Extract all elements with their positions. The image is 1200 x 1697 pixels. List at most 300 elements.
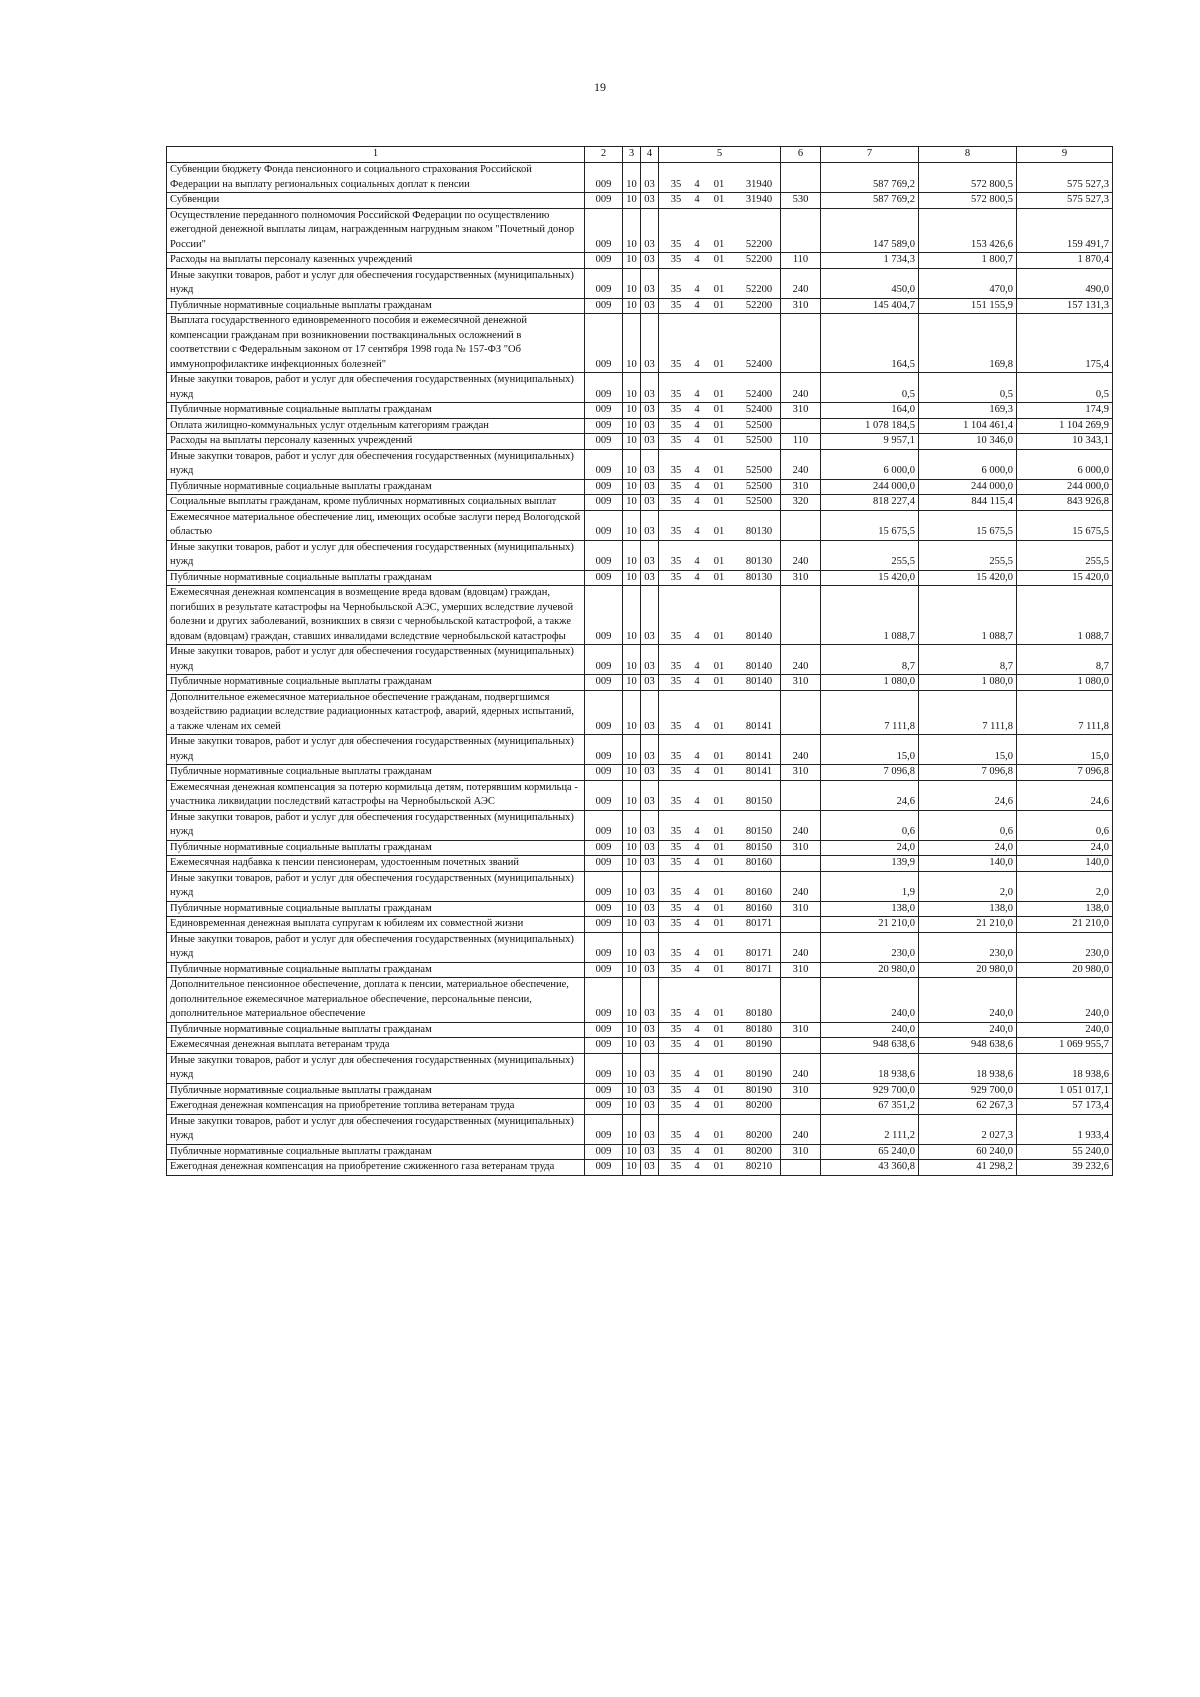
- subsection-code-cell: 03: [641, 268, 659, 298]
- grbs-code-cell: 009: [585, 298, 623, 314]
- target-article-part: 80190: [745, 1084, 773, 1096]
- section-code-cell: 10: [623, 978, 641, 1023]
- target-article-cell: [659, 1099, 781, 1115]
- amount-year1-cell: 1 734,3: [821, 253, 919, 269]
- grbs-code-cell: 009: [585, 1114, 623, 1144]
- expense-type-cell: 310: [781, 901, 821, 917]
- expense-name-cell: Иные закупки товаров, работ и услуг для обеспечения государственных (муниципальных) нужд: [167, 735, 585, 765]
- subsection-code-cell: 03: [641, 403, 659, 419]
- amount-year1-cell: 139,9: [821, 856, 919, 872]
- target-article-cell: [659, 1160, 781, 1176]
- amount-year3-cell: 15 420,0: [1017, 570, 1113, 586]
- target-article-part: 4: [694, 1084, 700, 1096]
- section-code-cell: 10: [623, 510, 641, 540]
- section-code-cell: 10: [623, 479, 641, 495]
- amount-year2-cell: 24,0: [919, 840, 1017, 856]
- target-article-cell: [659, 1053, 781, 1083]
- amount-year3-cell: 1 088,7: [1017, 586, 1113, 645]
- target-article-part: 80141: [745, 750, 773, 762]
- target-article-part: 35: [670, 404, 682, 415]
- expense-type-cell: 240: [781, 932, 821, 962]
- amount-year2-cell: 138,0: [919, 901, 1017, 917]
- target-article-part: 4: [694, 284, 700, 295]
- expense-type-cell: 240: [781, 645, 821, 675]
- section-code-cell: 10: [623, 810, 641, 840]
- target-article-part: 52400: [745, 388, 773, 400]
- amount-year1-cell: 587 769,2: [821, 193, 919, 209]
- amount-year3-cell: 1 104 269,9: [1017, 418, 1113, 434]
- table-row: [167, 314, 1113, 373]
- amount-year3-cell: 0,6: [1017, 810, 1113, 840]
- amount-year2-cell: 2,0: [919, 871, 1017, 901]
- target-article-part: 01: [713, 750, 725, 762]
- amount-year3-cell: 175,4: [1017, 314, 1113, 373]
- subsection-code-cell: 03: [641, 1022, 659, 1038]
- target-article-cell: [659, 978, 781, 1023]
- target-article-part: 35: [670, 358, 682, 370]
- amount-year1-cell: 24,0: [821, 840, 919, 856]
- grbs-code-cell: 009: [585, 1053, 623, 1083]
- target-article-part: 35: [670, 676, 682, 687]
- target-article-part: 80160: [745, 902, 773, 914]
- target-article-part: 52200: [745, 284, 773, 295]
- target-article-part: 35: [670, 178, 682, 190]
- subsection-code-cell: 03: [641, 901, 659, 917]
- section-code-cell: 10: [623, 434, 641, 450]
- target-article-cell: [659, 298, 781, 314]
- table-row: [167, 932, 1113, 962]
- expense-type-cell: 240: [781, 735, 821, 765]
- expense-type-cell: [781, 1099, 821, 1115]
- subsection-code-cell: 03: [641, 1144, 659, 1160]
- table-row: [167, 978, 1113, 1023]
- target-article-cell: [659, 163, 781, 193]
- grbs-code-cell: 009: [585, 163, 623, 193]
- target-article-part: 01: [713, 660, 725, 672]
- amount-year3-cell: 843 926,8: [1017, 495, 1113, 511]
- target-article-part: 01: [713, 526, 725, 537]
- amount-year2-cell: 6 000,0: [919, 449, 1017, 479]
- section-code-cell: 10: [623, 314, 641, 373]
- target-article-part: 4: [694, 630, 700, 642]
- section-code-cell: 10: [623, 1053, 641, 1083]
- grbs-code-cell: 009: [585, 856, 623, 872]
- target-article-part: 52500: [745, 496, 773, 507]
- amount-year2-cell: 7 111,8: [919, 690, 1017, 735]
- amount-year1-cell: 818 227,4: [821, 495, 919, 511]
- table-row: [167, 780, 1113, 810]
- table-row: [167, 510, 1113, 540]
- table-row: [167, 298, 1113, 314]
- amount-year2-cell: 151 155,9: [919, 298, 1017, 314]
- subsection-code-cell: 03: [641, 449, 659, 479]
- grbs-code-cell: 009: [585, 1022, 623, 1038]
- amount-year1-cell: 587 769,2: [821, 163, 919, 193]
- expense-type-cell: [781, 917, 821, 933]
- section-code-cell: 10: [623, 253, 641, 269]
- section-code-cell: 10: [623, 1144, 641, 1160]
- subsection-code-cell: 03: [641, 735, 659, 765]
- target-article-part: 80200: [745, 1130, 773, 1141]
- target-article-part: 80180: [745, 1023, 773, 1035]
- target-article-part: 80150: [745, 841, 773, 853]
- subsection-code-cell: 03: [641, 675, 659, 691]
- section-code-cell: 10: [623, 675, 641, 691]
- subsection-code-cell: 03: [641, 208, 659, 253]
- target-article-part: 80171: [745, 918, 773, 929]
- amount-year1-cell: 240,0: [821, 1022, 919, 1038]
- target-article-part: 35: [670, 902, 682, 914]
- expense-name-cell: Оплата жилищно-коммунальных услуг отдельным категориям граждан: [167, 418, 585, 434]
- target-article-part: 35: [670, 766, 682, 777]
- expense-name-cell: Субвенции: [167, 193, 585, 209]
- expense-type-cell: 320: [781, 495, 821, 511]
- target-article-part: 01: [713, 1084, 725, 1096]
- target-article-part: 80190: [745, 1039, 773, 1050]
- table-row: [167, 645, 1113, 675]
- target-article-part: 01: [713, 826, 725, 837]
- target-article-part: 01: [713, 556, 725, 567]
- target-article-part: 4: [694, 526, 700, 537]
- amount-year2-cell: 41 298,2: [919, 1160, 1017, 1176]
- target-article-part: 4: [694, 404, 700, 415]
- amount-year3-cell: 7 096,8: [1017, 765, 1113, 781]
- grbs-code-cell: 009: [585, 193, 623, 209]
- section-code-cell: 10: [623, 298, 641, 314]
- target-article-part: 80180: [745, 1008, 773, 1019]
- section-code-cell: 10: [623, 208, 641, 253]
- target-article-part: 35: [670, 556, 682, 567]
- amount-year2-cell: 15 675,5: [919, 510, 1017, 540]
- expense-name-cell: Иные закупки товаров, работ и услуг для обеспечения государственных (муниципальных) нужд: [167, 1114, 585, 1144]
- target-article-part: 01: [713, 963, 725, 975]
- amount-year1-cell: 164,0: [821, 403, 919, 419]
- header-row: [167, 147, 1113, 163]
- amount-year2-cell: 1 088,7: [919, 586, 1017, 645]
- target-article-part: 4: [694, 496, 700, 507]
- amount-year2-cell: 240,0: [919, 978, 1017, 1023]
- target-article-part: 80140: [745, 660, 773, 672]
- amount-year2-cell: 572 800,5: [919, 163, 1017, 193]
- grbs-code-cell: 009: [585, 871, 623, 901]
- grbs-code-cell: 009: [585, 780, 623, 810]
- expense-type-cell: 310: [781, 403, 821, 419]
- subsection-code-cell: 03: [641, 1053, 659, 1083]
- target-article-cell: [659, 645, 781, 675]
- table-row: [167, 193, 1113, 209]
- amount-year3-cell: 0,5: [1017, 373, 1113, 403]
- grbs-code-cell: 009: [585, 765, 623, 781]
- header-cell: 9: [1017, 147, 1113, 163]
- subsection-code-cell: 03: [641, 765, 659, 781]
- target-article-part: 80160: [745, 887, 773, 898]
- expense-name-cell: Ежемесячная денежная компенсация за потерю кормильца детям, потерявшим кормильца - участника ликвидации последствий катастрофы на Чернобыльской АЭС: [167, 780, 585, 810]
- amount-year2-cell: 153 426,6: [919, 208, 1017, 253]
- amount-year1-cell: 145 404,7: [821, 298, 919, 314]
- target-article-part: 80160: [745, 857, 773, 868]
- expense-type-cell: 110: [781, 434, 821, 450]
- table-row: [167, 540, 1113, 570]
- target-article-part: 01: [713, 496, 725, 507]
- table-row: [167, 163, 1113, 193]
- amount-year1-cell: 9 957,1: [821, 434, 919, 450]
- expense-name-cell: Ежемесячная денежная компенсация в возмещение вреда вдовам (вдовцам) граждан, погибших в результате катастрофы на Чернобыльской АЭС, умерших вследствие лучевой болезни и других заболеваний, возникших в связи с чернобыльской катастрофой, а также вдовам (вдовцам) граждан, ставших инвалидами вследствие чернобыльской катастрофы: [167, 586, 585, 645]
- amount-year1-cell: 244 000,0: [821, 479, 919, 495]
- amount-year1-cell: 255,5: [821, 540, 919, 570]
- target-article-cell: [659, 1083, 781, 1099]
- amount-year2-cell: 1 104 461,4: [919, 418, 1017, 434]
- section-code-cell: 10: [623, 1038, 641, 1054]
- subsection-code-cell: 03: [641, 1083, 659, 1099]
- target-article-part: 4: [694, 857, 700, 868]
- target-article-part: 01: [713, 1039, 725, 1050]
- target-article-part: 01: [713, 388, 725, 400]
- expense-type-cell: [781, 780, 821, 810]
- expense-name-cell: Иные закупки товаров, работ и услуг для обеспечения государственных (муниципальных) нужд: [167, 645, 585, 675]
- target-article-part: 80171: [745, 948, 773, 959]
- target-article-part: 80140: [745, 676, 773, 687]
- amount-year1-cell: 15 420,0: [821, 570, 919, 586]
- table-row: [167, 675, 1113, 691]
- amount-year1-cell: 450,0: [821, 268, 919, 298]
- amount-year2-cell: 230,0: [919, 932, 1017, 962]
- amount-year3-cell: 159 491,7: [1017, 208, 1113, 253]
- amount-year3-cell: 20 980,0: [1017, 962, 1113, 978]
- table-row: [167, 810, 1113, 840]
- amount-year3-cell: 1 933,4: [1017, 1114, 1113, 1144]
- amount-year3-cell: 7 111,8: [1017, 690, 1113, 735]
- target-article-part: 80200: [745, 1145, 773, 1157]
- subsection-code-cell: 03: [641, 193, 659, 209]
- target-article-part: 52200: [745, 238, 773, 250]
- amount-year1-cell: 1 078 184,5: [821, 418, 919, 434]
- target-article-part: 4: [694, 902, 700, 914]
- target-article-part: 4: [694, 435, 700, 446]
- target-article-part: 01: [713, 948, 725, 959]
- amount-year2-cell: 24,6: [919, 780, 1017, 810]
- amount-year3-cell: 57 173,4: [1017, 1099, 1113, 1115]
- expense-type-cell: [781, 1160, 821, 1176]
- subsection-code-cell: 03: [641, 540, 659, 570]
- target-article-part: 35: [670, 720, 682, 732]
- target-article-part: 4: [694, 1100, 700, 1111]
- target-article-part: 35: [670, 571, 682, 583]
- amount-year2-cell: 0,6: [919, 810, 1017, 840]
- target-article-part: 4: [694, 299, 700, 311]
- target-article-part: 35: [670, 388, 682, 400]
- expense-type-cell: [781, 856, 821, 872]
- target-article-cell: [659, 1038, 781, 1054]
- expense-name-cell: Ежемесячная денежная выплата ветеранам труда: [167, 1038, 585, 1054]
- header-cell: 7: [821, 147, 919, 163]
- expense-name-cell: Социальные выплаты гражданам, кроме публичных нормативных социальных выплат: [167, 495, 585, 511]
- target-article-part: 35: [670, 1130, 682, 1141]
- section-code-cell: 10: [623, 1099, 641, 1115]
- subsection-code-cell: 03: [641, 840, 659, 856]
- grbs-code-cell: 009: [585, 540, 623, 570]
- amount-year2-cell: 7 096,8: [919, 765, 1017, 781]
- table-row: [167, 373, 1113, 403]
- target-article-part: 80130: [745, 556, 773, 567]
- amount-year3-cell: 244 000,0: [1017, 479, 1113, 495]
- section-code-cell: 10: [623, 193, 641, 209]
- table-row: [167, 449, 1113, 479]
- grbs-code-cell: 009: [585, 586, 623, 645]
- expense-type-cell: 110: [781, 253, 821, 269]
- target-article-part: 80130: [745, 571, 773, 583]
- expense-name-cell: Иные закупки товаров, работ и услуг для обеспечения государственных (муниципальных) нужд: [167, 871, 585, 901]
- expense-name-cell: Публичные нормативные социальные выплаты гражданам: [167, 765, 585, 781]
- target-article-part: 35: [670, 826, 682, 837]
- target-article-part: 80190: [745, 1069, 773, 1080]
- section-code-cell: 10: [623, 540, 641, 570]
- expense-type-cell: 310: [781, 840, 821, 856]
- target-article-part: 4: [694, 796, 700, 807]
- table-row: [167, 586, 1113, 645]
- amount-year2-cell: 0,5: [919, 373, 1017, 403]
- amount-year2-cell: 2 027,3: [919, 1114, 1017, 1144]
- target-article-cell: [659, 193, 781, 209]
- amount-year3-cell: 10 343,1: [1017, 434, 1113, 450]
- target-article-part: 01: [713, 918, 725, 929]
- amount-year1-cell: 1,9: [821, 871, 919, 901]
- target-article-part: 4: [694, 676, 700, 687]
- target-article-cell: [659, 570, 781, 586]
- target-article-part: 01: [713, 766, 725, 777]
- expense-name-cell: Публичные нормативные социальные выплаты гражданам: [167, 298, 585, 314]
- section-code-cell: 10: [623, 449, 641, 479]
- target-article-part: 35: [670, 496, 682, 507]
- section-code-cell: 10: [623, 856, 641, 872]
- target-article-part: 80141: [745, 720, 773, 732]
- expense-type-cell: 310: [781, 570, 821, 586]
- target-article-part: 80150: [745, 826, 773, 837]
- amount-year2-cell: 62 267,3: [919, 1099, 1017, 1115]
- subsection-code-cell: 03: [641, 932, 659, 962]
- target-article-part: 01: [713, 887, 725, 898]
- target-article-part: 31940: [745, 178, 773, 190]
- table-row: [167, 840, 1113, 856]
- target-article-cell: [659, 268, 781, 298]
- section-code-cell: 10: [623, 403, 641, 419]
- amount-year2-cell: 20 980,0: [919, 962, 1017, 978]
- amount-year2-cell: 929 700,0: [919, 1083, 1017, 1099]
- expense-name-cell: Публичные нормативные социальные выплаты гражданам: [167, 675, 585, 691]
- amount-year1-cell: 24,6: [821, 780, 919, 810]
- grbs-code-cell: 009: [585, 735, 623, 765]
- table-row: [167, 690, 1113, 735]
- amount-year1-cell: 65 240,0: [821, 1144, 919, 1160]
- target-article-part: 4: [694, 1069, 700, 1080]
- target-article-part: 4: [694, 1008, 700, 1019]
- amount-year3-cell: 575 527,3: [1017, 163, 1113, 193]
- subsection-code-cell: 03: [641, 1099, 659, 1115]
- target-article-cell: [659, 690, 781, 735]
- table-row: [167, 1053, 1113, 1083]
- target-article-part: 35: [670, 299, 682, 311]
- table-row: [167, 765, 1113, 781]
- subsection-code-cell: 03: [641, 810, 659, 840]
- target-article-part: 80171: [745, 963, 773, 975]
- grbs-code-cell: 009: [585, 1144, 623, 1160]
- amount-year2-cell: 169,8: [919, 314, 1017, 373]
- expense-type-cell: [781, 978, 821, 1023]
- expense-name-cell: Ежегодная денежная компенсация на приобретение топлива ветеранам труда: [167, 1099, 585, 1115]
- target-article-part: 01: [713, 194, 725, 205]
- subsection-code-cell: 03: [641, 495, 659, 511]
- expense-name-cell: Публичные нормативные социальные выплаты гражданам: [167, 1144, 585, 1160]
- subsection-code-cell: 03: [641, 871, 659, 901]
- target-article-part: 01: [713, 419, 725, 431]
- expense-name-cell: Иные закупки товаров, работ и услуг для обеспечения государственных (муниципальных) нужд: [167, 373, 585, 403]
- target-article-part: 4: [694, 1023, 700, 1035]
- expense-name-cell: Ежемесячная надбавка к пенсии пенсионерам, удостоенным почетных званий: [167, 856, 585, 872]
- target-article-cell: [659, 856, 781, 872]
- grbs-code-cell: 009: [585, 434, 623, 450]
- target-article-part: 01: [713, 1100, 725, 1111]
- expense-type-cell: 310: [781, 765, 821, 781]
- target-article-part: 4: [694, 841, 700, 853]
- amount-year1-cell: 67 351,2: [821, 1099, 919, 1115]
- target-article-cell: [659, 495, 781, 511]
- expense-type-cell: 240: [781, 871, 821, 901]
- target-article-part: 01: [713, 1161, 725, 1172]
- target-article-part: 35: [670, 750, 682, 762]
- expense-name-cell: Расходы на выплаты персоналу казенных учреждений: [167, 434, 585, 450]
- target-article-part: 35: [670, 1145, 682, 1157]
- target-article-part: 52200: [745, 254, 773, 265]
- amount-year2-cell: 948 638,6: [919, 1038, 1017, 1054]
- subsection-code-cell: 03: [641, 163, 659, 193]
- target-article-part: 01: [713, 404, 725, 415]
- section-code-cell: 10: [623, 586, 641, 645]
- target-article-part: 01: [713, 1023, 725, 1035]
- target-article-cell: [659, 434, 781, 450]
- amount-year1-cell: 15,0: [821, 735, 919, 765]
- expense-type-cell: 240: [781, 449, 821, 479]
- expense-type-cell: 240: [781, 540, 821, 570]
- amount-year1-cell: 230,0: [821, 932, 919, 962]
- expense-type-cell: 240: [781, 1053, 821, 1083]
- table-row: [167, 403, 1113, 419]
- section-code-cell: 10: [623, 268, 641, 298]
- header-cell: 6: [781, 147, 821, 163]
- target-article-part: 80141: [745, 766, 773, 777]
- target-article-cell: [659, 675, 781, 691]
- table-row: [167, 418, 1113, 434]
- expense-type-cell: 310: [781, 1083, 821, 1099]
- target-article-part: 35: [670, 194, 682, 205]
- expense-name-cell: Иные закупки товаров, работ и услуг для обеспечения государственных (муниципальных) нужд: [167, 540, 585, 570]
- budget-table: [166, 146, 1113, 1176]
- expense-type-cell: 240: [781, 1114, 821, 1144]
- target-article-cell: [659, 901, 781, 917]
- grbs-code-cell: 009: [585, 1099, 623, 1115]
- target-article-part: 35: [670, 1100, 682, 1111]
- amount-year2-cell: 18 938,6: [919, 1053, 1017, 1083]
- section-code-cell: 10: [623, 418, 641, 434]
- section-code-cell: 10: [623, 962, 641, 978]
- expense-name-cell: Публичные нормативные социальные выплаты гражданам: [167, 570, 585, 586]
- expense-name-cell: Публичные нормативные социальные выплаты гражданам: [167, 840, 585, 856]
- table-row: [167, 1114, 1113, 1144]
- grbs-code-cell: 009: [585, 208, 623, 253]
- subsection-code-cell: 03: [641, 962, 659, 978]
- amount-year3-cell: 15 675,5: [1017, 510, 1113, 540]
- subsection-code-cell: 03: [641, 510, 659, 540]
- target-article-part: 52400: [745, 404, 773, 415]
- amount-year3-cell: 18 938,6: [1017, 1053, 1113, 1083]
